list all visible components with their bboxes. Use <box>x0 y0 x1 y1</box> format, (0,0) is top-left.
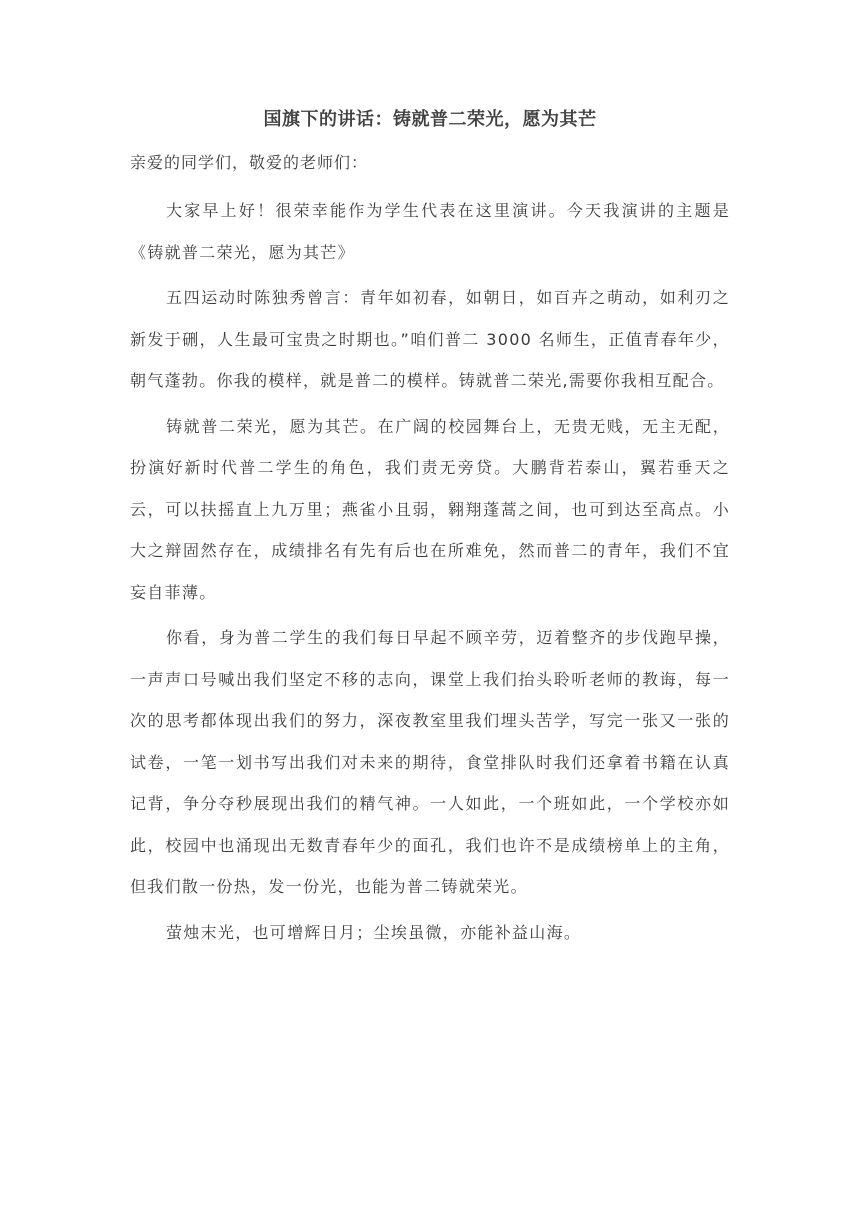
paragraph-1: 大家早上好！很荣幸能作为学生代表在这里演讲。今天我演讲的主题是《铸就普二荣光，愿为其芒》 <box>130 201 730 262</box>
document-page <box>130 108 730 957</box>
document-title: 国旗下的讲话：铸就普二荣光，愿为其芒 <box>263 109 597 130</box>
paragraph-4: 你看，身为普二学生的我们每日早起不顾辛劳，迈着整齐的步伐跑早操，一声声口号喊出我们坚定不移的志向，课堂上我们抬头聆听老师的教诲，每一次的思考都体现出我们的努力，深夜教室里我们埋头苦学，写完一张又一张的试卷，一笔一划书写出我们对未来的期待，食堂排队时我们还拿着书籍在认真记背，争分夺秒展现出我们的精气神。一人如此，一个班如此，一个学校亦如此，校园中也涌现出无数青春年少的面孔，我们也许不是成绩榜单上的主角，但我们散一份热，发一份光，也能为普二铸就荣光。 <box>130 628 730 896</box>
paragraph-2: 五四运动时陈独秀曾言：青年如初春，如朝日，如百卉之萌动，如利刃之新发于硎，人生最可宝贵之时期也。”咱们普二 3000 名师生，正值青春年少，朝气蓬勃。你我的模样，就是普二的模样。铸就普二荣光,需要你我相互配合。 <box>130 288 730 390</box>
paragraph-3: 铸就普二荣光，愿为其芒。在广阔的校园舞台上，无贵无贱，无主无配，扮演好新时代普二学生的角色，我们责无旁贷。大鹏背若泰山，翼若垂天之云，可以扶摇直上九万里；燕雀小且弱，翱翔蓬蒿之间，也可到达至高点。小大之辩固然存在，成绩排名有先有后也在所难免，然而普二的青年，我们不宜妄自菲薄。 <box>130 416 730 602</box>
greeting: 亲爱的同学们，敬爱的老师们： <box>130 153 369 172</box>
paragraph-5: 萤烛末光，也可增辉日月；尘埃虽微，亦能补益山海。 <box>166 922 582 942</box>
